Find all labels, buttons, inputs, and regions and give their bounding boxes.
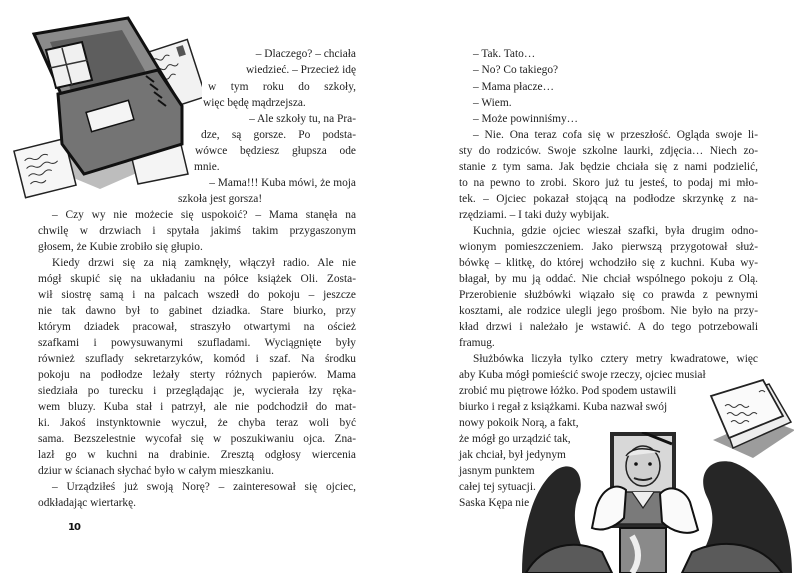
text-line: mógł skupić się na układaniu na półce książek Oli. Zosta- (38, 273, 356, 285)
text-line: – Mama płacze… (473, 81, 554, 93)
text-line: głosem, że Kubie zrobiło się głupio. (38, 241, 203, 253)
text-line: nowy pokoik Norą, a fakt, (459, 417, 579, 429)
page-number: 10 (68, 522, 80, 533)
text-line: szafkami i powysuwanymi szufladami. Wyciągnięte były (38, 337, 356, 349)
text-line: to na pewno to zrobi. Skoro już tu jesteś, to podaj mi mło- (459, 177, 758, 189)
text-line: nie tak dawno był to gabinet dziadka. Stare biurko, przy (38, 305, 356, 317)
text-line: kosztami, ale rodzice ulegli jego prośbom. Nie było na przy- (459, 305, 758, 317)
text-line: Przerobienie służbówki wiązało się co prawda z pewnymi (459, 289, 758, 301)
text-line: – Tak. Tato… (473, 48, 536, 60)
text-line: biurko i regał z książkami. Kuba nazwał swój (459, 401, 668, 413)
text-line: – No? Co takiego? (473, 64, 559, 76)
text-line: Służbówka liczyła tylko cztery metry kwadratowe, więc (473, 353, 758, 365)
text-line: całej tej sytuacji. (459, 481, 536, 493)
text-line: wiedzieć. – Przecież idę (245, 64, 356, 76)
text-line: – Nie. Ona teraz cofa się w przeszłość. Ogląda swoje li- (473, 129, 758, 141)
text-line: – Może powinniśmy… (473, 113, 579, 125)
text-line: chwilę w drzwiach i spytała jakimś takim przygaszonym (38, 225, 356, 237)
text-line: – Urządziłeś już swoją Norę? – zainteresował się ojciec, (52, 481, 356, 493)
text-line: jasnym punktem (459, 465, 535, 477)
text-line: – Dlaczego? – chciała (255, 48, 356, 60)
text-line: wem bluzy. Kuba stał i patrzył, ale nie podchodził do mat- (38, 401, 356, 413)
text-line: dziur w ścianach słychać było w całym mieszkaniu. (38, 465, 274, 477)
text-line: również szuflady sekretarzyków, komód i szaf. Na środku (38, 353, 356, 365)
text-line: aby Kuba mógł pomieścić swoje rzeczy, ojciec musiał (459, 369, 706, 381)
text-line: Kiedy drzwi się za nią zamknęły, włączył radio. Ale nie (52, 257, 356, 269)
text-line: błagał, by mu ją oddać. Nie chciał wspólnego pokoju z Olą. (459, 273, 758, 285)
text-line: odkładając wiertarkę. (38, 497, 137, 509)
text-line: mnie. (194, 161, 220, 173)
text-line: siedziała po turecku i przeglądając je, wycierała łzy ręka- (38, 385, 356, 397)
text-line: Kuchnia, gdzie ojciec wieszał szafki, była drugim odno- (473, 225, 758, 237)
text-line: Saska Kępa nie (459, 497, 530, 509)
text-line: ki. Jakoś instynktownie wyczuł, że chyba teraz woli być (38, 417, 356, 429)
text-line: szkoła jest gorsza! (178, 193, 263, 205)
text-line: pokoju na podłodze leżały sterty różnych papierów. Mama (38, 369, 356, 381)
text-line: sty do rodziców. Swoje szkolne laurki, zdjęcia… Niech zo- (459, 145, 758, 157)
text-line: wił siostrę samą i na palcach wszedł do pokoju – jeszcze (38, 289, 356, 301)
text-line: stanie z tym sama. Jak będzie chciała się z nami podzielić, (459, 161, 758, 173)
text-line: wówce będziesz głupsza ode (195, 145, 356, 157)
text-line: jak chciał, był jedynym (459, 449, 566, 461)
text-line: lazł go w kuchni na drabinie. Zresztą odgłosy wiercenia (38, 449, 356, 461)
text-line: wionym pomieszczeniem. Jako pierwszą przygotował służ- (459, 241, 758, 253)
text-line: że mógł go urządzić tak, (459, 433, 571, 445)
text-line: rzędziami. – I taki duży wybijak. (459, 209, 610, 221)
text-line: tek. – Ojciec pokazał stojącą na podłodze skrzynkę z na- (459, 193, 758, 205)
text-line: bówkę – klitkę, do której wchodziło się z kuchni. Kuba wy- (459, 257, 758, 269)
text-line: którym dziadek pracował, straszyło otwartymi na oścież (38, 321, 356, 333)
text-line: zrobić mu piętrowe łóżko. Pod spodem ustawili (459, 385, 677, 397)
text-line: kład drzwi i należało je wstawić. A do tego potrzebowali (459, 321, 758, 333)
text-line: – Czy wy nie możecie się uspokoić? – Mama stanęła na (52, 209, 356, 221)
right-page (397, 0, 794, 573)
text-line: sama. Bezszelestnie wycofał się w poszukiwaniu ojca. Zna- (38, 433, 356, 445)
text-line: – Mama!!! Kuba mówi, że moja (209, 177, 356, 189)
text-line: dze, są gorsze. Po podsta- (201, 129, 356, 141)
text-line: framug. (459, 337, 495, 349)
text-line: w tym roku do szkoły, (208, 81, 356, 93)
text-line: więc będę mądrzejsza. (203, 97, 306, 109)
text-line: – Wiem. (473, 97, 512, 109)
text-line: – Ale szkoły tu, na Pra- (249, 113, 356, 125)
